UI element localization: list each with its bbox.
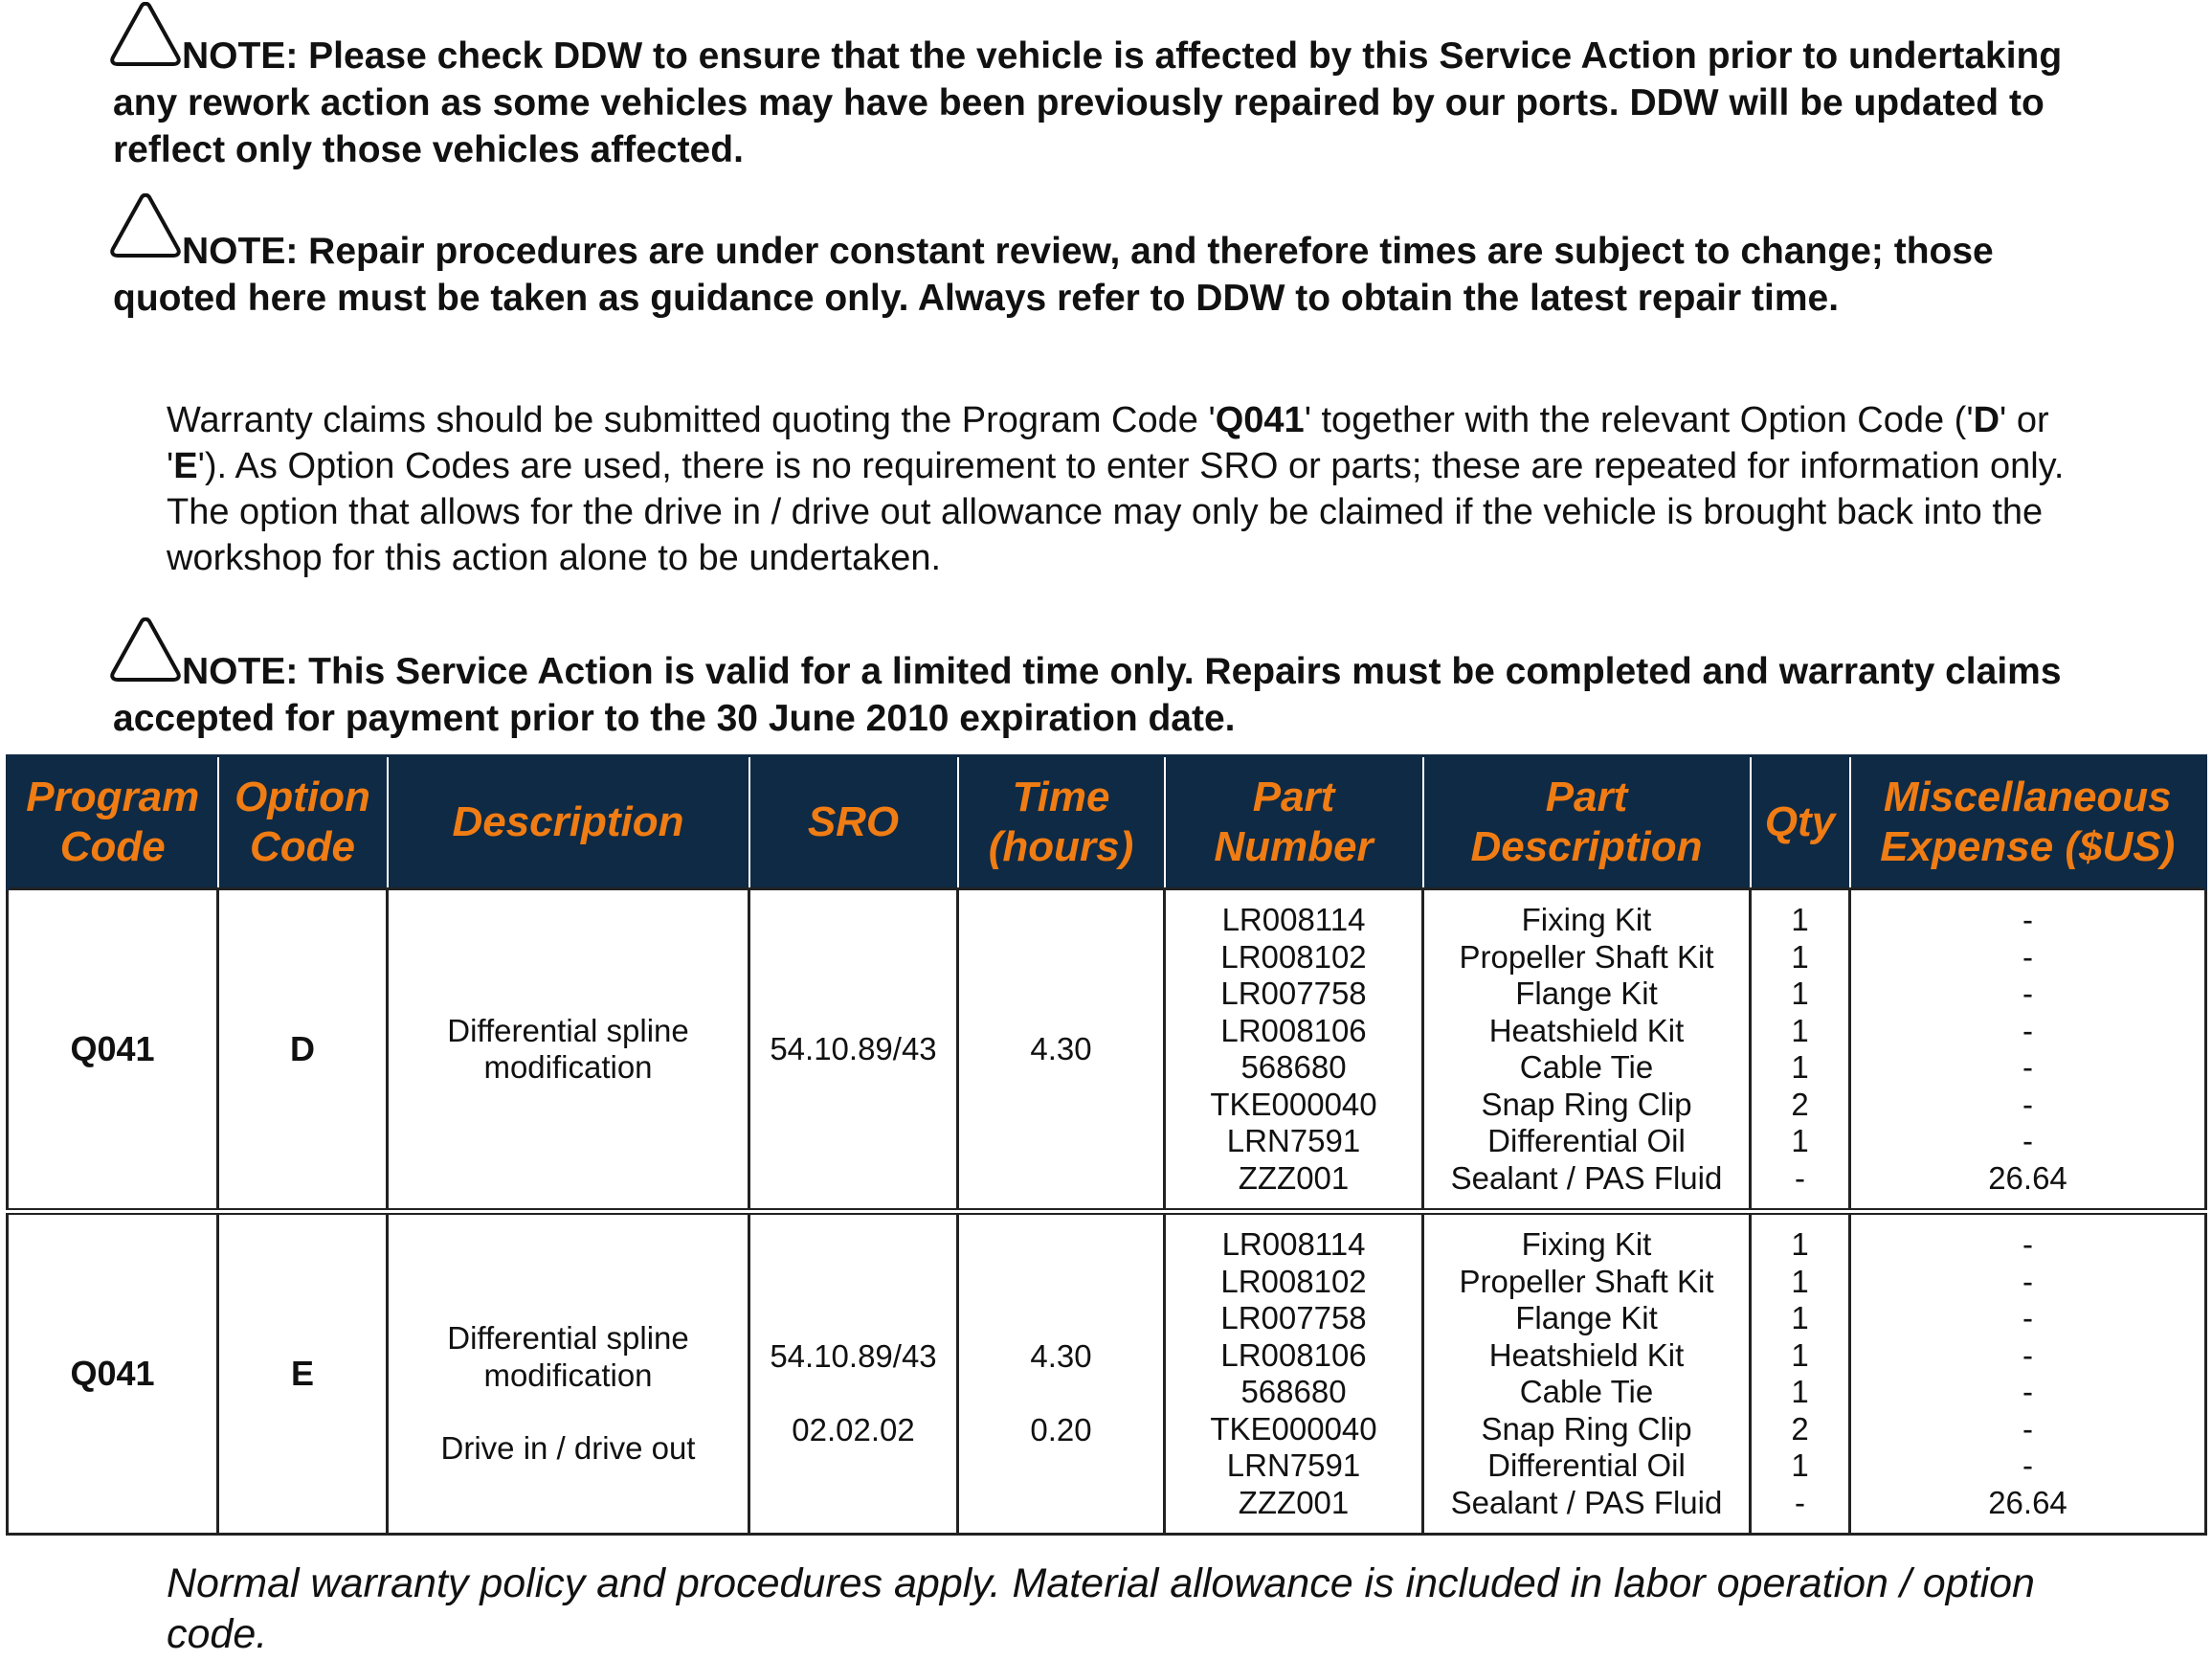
paragraph-text: Warranty claims should be submitted quoting the Program Code ' — [167, 400, 1216, 440]
option-code-e-emphasis: E — [173, 446, 198, 486]
description-text: Drive in / drive out — [440, 1430, 696, 1467]
header-part-number — [1165, 756, 1423, 889]
qty-value: 2 — [1791, 1086, 1809, 1122]
misc-value: - — [2022, 1012, 2033, 1048]
spacer — [392, 1394, 744, 1430]
part-number: LR008102 — [1220, 938, 1367, 975]
part-description: Cable Tie — [1519, 1374, 1654, 1409]
description-text: Differential spline modification — [447, 1013, 689, 1085]
table-header-row — [8, 756, 2206, 889]
header-qty: Qty — [1751, 756, 1850, 889]
description-cell — [388, 889, 749, 1212]
qty-value: 1 — [1791, 1336, 1809, 1373]
misc-value: - — [2022, 1123, 2033, 1158]
part-description: Flange Kit — [1515, 976, 1658, 1011]
warranty-policy-footer: Normal warranty policy and procedures apply. Material allowance is included in labor operation / option code. — [167, 1560, 2035, 1657]
misc-value: - — [2022, 1336, 2033, 1373]
sro-cell — [749, 1212, 958, 1535]
part-description: Sealant / PAS Fluid — [1450, 1159, 1723, 1196]
qty-value: 1 — [1791, 1049, 1809, 1085]
table-row — [8, 1212, 2206, 1535]
part-number: LR008106 — [1220, 1336, 1367, 1373]
note-text: NOTE: Please check DDW to ensure that the vehicle is affected by this Service Action prior to undertaking any rework action as some vehicles may have been previously repaired by our ports. DDW will be updated to reflect only those vehicles affected. — [113, 35, 2063, 170]
option-code-cell: D — [218, 889, 388, 1212]
warning-triangle-icon — [109, 2, 182, 67]
part-number: LRN7591 — [1226, 1447, 1361, 1483]
service-action-table — [6, 754, 2207, 1536]
qty-value: 1 — [1791, 1012, 1809, 1048]
note-limited-time — [113, 648, 2104, 742]
misc-value: - — [2022, 1374, 2033, 1409]
qty-value: - — [1795, 1159, 1805, 1196]
header-program-code — [8, 756, 218, 889]
qty-value: 1 — [1791, 1226, 1809, 1262]
header-label: Description — [1470, 823, 1703, 870]
time-value: 0.20 — [1030, 1412, 1092, 1448]
part-description: Fixing Kit — [1521, 902, 1652, 937]
header-option-code — [218, 756, 388, 889]
qty-value: 2 — [1791, 1410, 1809, 1447]
misc-value: 26.64 — [1988, 1159, 2067, 1196]
qty-value: 1 — [1791, 976, 1809, 1011]
part-description-cell — [1423, 889, 1751, 1212]
header-label: (hours) — [988, 823, 1134, 870]
time-cell: 4.30 — [958, 889, 1165, 1212]
misc-value: 26.64 — [1988, 1484, 2067, 1520]
part-number: 568680 — [1240, 1374, 1347, 1409]
part-description: Snap Ring Clip — [1481, 1086, 1692, 1122]
option-code-d-emphasis: D — [1973, 400, 2000, 440]
table-row — [8, 889, 2206, 1212]
program-code-cell: Q041 — [8, 1212, 218, 1535]
paragraph-text: '). As Option Codes are used, there is no requirement to enter SRO or parts; these are repeated for information only. The option that allows for the drive in / drive out allowance may only be claimed if the vehicle is brought back into the workshop for this action alone to be undertaken. — [167, 446, 2065, 578]
header-label: Program — [26, 774, 200, 820]
note-ddw-check — [113, 33, 2104, 173]
part-number: TKE000040 — [1210, 1086, 1377, 1122]
header-label: Number — [1214, 823, 1374, 870]
note-text: NOTE: Repair procedures are under constant review, and therefore times are subject to change; those quoted here must be taken as guidance only. Always refer to DDW to obtain the latest repair time. — [113, 231, 1994, 319]
header-label: Part — [1545, 774, 1628, 820]
part-number: ZZZ001 — [1238, 1159, 1350, 1196]
warranty-claims-paragraph — [167, 397, 2100, 581]
qty-value: 1 — [1791, 938, 1809, 975]
qty-cell — [1751, 889, 1850, 1212]
header-time — [958, 756, 1165, 889]
misc-value: - — [2022, 1263, 2033, 1299]
part-number: ZZZ001 — [1238, 1484, 1350, 1520]
part-number: LRN7591 — [1226, 1123, 1361, 1158]
note-text: NOTE: This Service Action is valid for a limited time only. Repairs must be completed and warranty claims accepted for payment prior to the 30 June 2010 expiration date. — [113, 651, 2062, 739]
header-label: Part — [1252, 774, 1335, 820]
header-label: Time — [1012, 774, 1110, 820]
misc-expense-cell — [1850, 889, 2206, 1212]
header-misc-expense — [1850, 756, 2206, 889]
part-number-cell — [1165, 889, 1423, 1212]
qty-value: 1 — [1791, 1447, 1809, 1483]
misc-value: - — [2022, 1086, 2033, 1122]
header-label: Miscellaneous — [1883, 774, 2172, 820]
misc-value: - — [2022, 976, 2033, 1011]
part-number: LR007758 — [1220, 1300, 1367, 1335]
misc-value: - — [2022, 1300, 2033, 1335]
sro-cell: 54.10.89/43 — [749, 889, 958, 1212]
part-number: LR008114 — [1221, 1226, 1366, 1262]
qty-value: 1 — [1791, 1263, 1809, 1299]
part-description: Propeller Shaft Kit — [1459, 1263, 1714, 1299]
header-label: Option — [235, 774, 370, 820]
description-text: Differential spline modification — [447, 1320, 689, 1393]
header-description: Description — [388, 756, 749, 889]
sro-value: 54.10.89/43 — [770, 1338, 937, 1375]
paragraph-text: ' together with the relevant Option Code (' — [1304, 400, 1974, 440]
part-description: Cable Tie — [1519, 1049, 1654, 1085]
header-part-description — [1423, 756, 1751, 889]
part-number: LR008102 — [1220, 1263, 1367, 1299]
part-description: Differential Oil — [1487, 1123, 1686, 1158]
part-description: Flange Kit — [1515, 1300, 1658, 1335]
option-code-cell: E — [218, 1212, 388, 1535]
time-value: 4.30 — [1030, 1338, 1092, 1375]
qty-value: 1 — [1791, 1123, 1809, 1158]
misc-value: - — [2022, 902, 2033, 937]
misc-value: - — [2022, 1447, 2033, 1483]
part-number: LR008106 — [1220, 1012, 1367, 1048]
spacer — [754, 1376, 952, 1413]
qty-cell — [1751, 1212, 1850, 1535]
part-description: Propeller Shaft Kit — [1459, 938, 1714, 975]
misc-value: - — [2022, 1226, 2033, 1262]
misc-value: - — [2022, 1049, 2033, 1085]
qty-value: 1 — [1791, 1374, 1809, 1409]
part-number: TKE000040 — [1210, 1410, 1377, 1447]
note-repair-times — [113, 228, 2104, 322]
sro-value: 02.02.02 — [792, 1412, 915, 1448]
header-label: Expense ($US) — [1880, 823, 2176, 870]
part-number: 568680 — [1240, 1049, 1347, 1085]
part-number: LR008114 — [1221, 902, 1366, 937]
time-cell — [958, 1212, 1165, 1535]
part-description: Sealant / PAS Fluid — [1450, 1484, 1723, 1520]
program-code-emphasis: Q041 — [1215, 400, 1305, 440]
warning-triangle-icon — [109, 617, 182, 683]
part-number-cell — [1165, 1212, 1423, 1535]
header-sro: SRO — [749, 756, 958, 889]
qty-value: 1 — [1791, 902, 1809, 937]
program-code-cell: Q041 — [8, 889, 218, 1212]
spacer — [963, 1376, 1159, 1413]
part-number: LR007758 — [1220, 976, 1367, 1011]
misc-value: - — [2022, 938, 2033, 975]
description-cell — [388, 1212, 749, 1535]
warning-triangle-icon — [109, 193, 182, 258]
qty-value: 1 — [1791, 1300, 1809, 1335]
part-description: Heatshield Kit — [1488, 1336, 1685, 1373]
part-description-cell — [1423, 1212, 1751, 1535]
misc-expense-cell — [1850, 1212, 2206, 1535]
part-description: Heatshield Kit — [1488, 1012, 1685, 1048]
header-label: Code — [250, 823, 355, 870]
paragraph-text: ' or ' — [167, 400, 2049, 486]
part-description: Differential Oil — [1487, 1447, 1686, 1483]
misc-value: - — [2022, 1410, 2033, 1447]
part-description: Snap Ring Clip — [1481, 1410, 1692, 1447]
qty-value: - — [1795, 1484, 1805, 1520]
part-description: Fixing Kit — [1521, 1226, 1652, 1262]
header-label: Code — [59, 823, 166, 870]
